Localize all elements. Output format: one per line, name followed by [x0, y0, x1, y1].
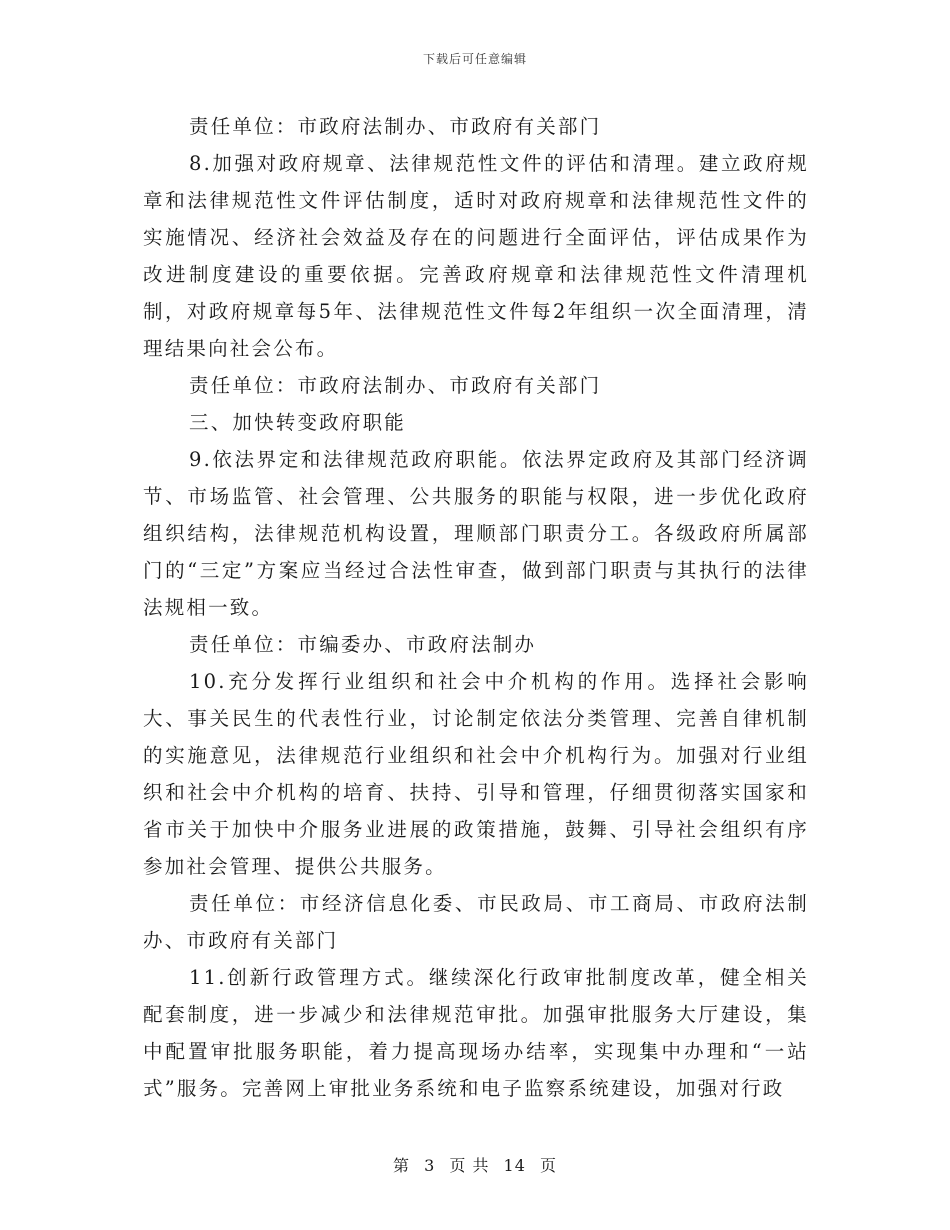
document-body — [143, 108, 809, 1107]
paragraph-item-8: 8.加强对政府规章、法律规范性文件的评估和清理。建立政府规章和法律规范性文件评估制度，适时对政府规章和法律规范性文件的实施情况、经济社会效益及存在的问题进行全面评估，评估成果作为改进制度建设的重要依据。完善政府规章和法律规范性文件清理机制，对政府规章每5年、法律规范性文件每2年组织一次全面清理，清理结果向社会公布。 — [143, 152, 809, 360]
paragraph-item-10: 10.充分发挥行业组织和社会中介机构的作用。选择社会影响大、事关民生的代表性行业，讨论制定依法分类管理、完善自律机制的实施意见，法律规范行业组织和社会中介机构行为。加强对行业组织和社会中介机构的培育、扶持、引导和管理，仔细贯彻落实国家和省市关于加快中介服务业进展的政策措施，鼓舞、引导社会组织有序参加社会管理、提供公共服务。 — [143, 670, 809, 878]
paragraph-responsible-unit-3: 责任单位：市编委办、市政府法制办 — [189, 633, 537, 656]
footer-prefix: 第 — [392, 1156, 410, 1175]
footer-middle: 页 共 — [449, 1156, 490, 1175]
page-header: 下载后可任意编辑 — [422, 52, 527, 66]
footer-current-page: 3 — [424, 1156, 436, 1175]
section-heading-3: 三、加快转变政府职能 — [189, 411, 407, 434]
footer-suffix: 页 — [540, 1156, 558, 1175]
paragraph-item-9: 9.依法界定和法律规范政府职能。依法界定政府及其部门经济调节、市场监管、社会管理、公共服务的职能与权限，进一步优化政府组织结构，法律规范机构设置，理顺部门职责分工。各级政府所属部门的“三定”方案应当经过合法性审查，做到部门职责与其执行的法律法规相一致。 — [143, 448, 809, 619]
page-footer — [0, 1153, 950, 1176]
paragraph-item-11: 11.创新行政管理方式。继续深化行政审批制度改革，健全相关配套制度，进一步减少和法律规范审批。加强审批服务大厅建设，集中配置审批服务职能，着力提高现场办结率，实现集中办理和“一站式”服务。完善网上审批业务系统和电子监察系统建设，加强对行政 — [143, 966, 809, 1100]
paragraph-responsible-unit-2: 责任单位：市政府法制办、市政府有关部门 — [189, 374, 602, 397]
footer-total-pages: 14 — [503, 1156, 526, 1175]
paragraph-responsible-unit-1: 责任单位：市政府法制办、市政府有关部门 — [189, 115, 602, 138]
paragraph-responsible-unit-4: 责任单位：市经济信息化委、市民政局、市工商局、市政府法制办、市政府有关部门 — [143, 892, 809, 952]
